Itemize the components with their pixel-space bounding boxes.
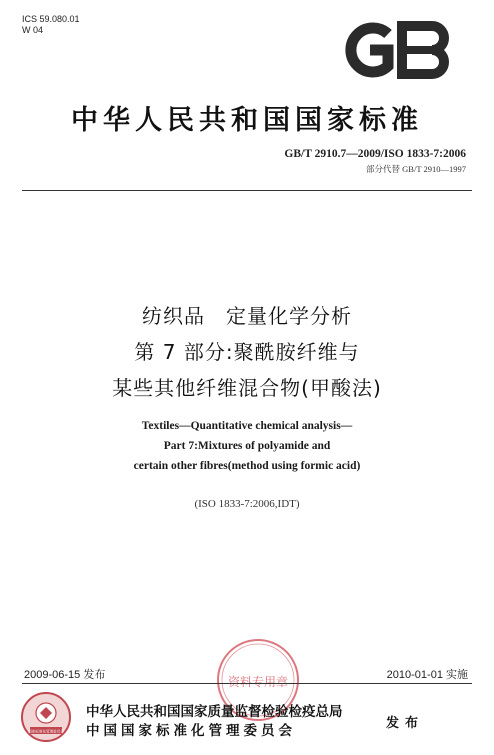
- standard-title: 中华人民共和国国家标准: [71, 105, 423, 136]
- ics-code: ICS 59.080.01: [22, 14, 80, 24]
- cn-title-line2: 第 7 部分:聚酰胺纤维与: [134, 340, 360, 364]
- classification-codes: [22, 14, 80, 36]
- bottom-divider: [22, 683, 472, 684]
- cn-title-line1: 纺织品 定量化学分析: [142, 304, 352, 328]
- gb-logo-icon: [340, 20, 458, 80]
- stamp-text: 资料专用章: [227, 675, 289, 689]
- standard-number: GB/T 2910.7—2009/ISO 1833-7:2006: [284, 148, 466, 160]
- en-title-line3: certain other fibres(method using formic acid): [133, 460, 361, 472]
- issue-date: 2009-06-15 发布: [24, 669, 106, 681]
- en-title-line2: Part 7:Mixtures of polyamide and: [163, 440, 331, 452]
- issuer-line2: 中国国家标准化管理委员会: [86, 723, 296, 739]
- replaces-note: 部分代替 GB/T 2910—1997: [366, 164, 466, 174]
- cn-title-line3: 某些其他纤维混合物(甲酸法): [112, 376, 382, 400]
- issuer-line1: 中华人民共和国国家质量监督检验检疫总局: [86, 704, 343, 720]
- sac-emblem-icon: [20, 691, 72, 743]
- iso-reference: (ISO 1833-7:2006,IDT): [194, 498, 300, 510]
- emblem-text: 国家标准化管理委员会: [28, 729, 64, 734]
- top-divider: [22, 190, 472, 191]
- implement-date: 2010-01-01 实施: [386, 669, 468, 681]
- en-title-line1: Textiles—Quantitative chemical analysis—: [141, 420, 353, 432]
- ccs-code: W 04: [22, 25, 44, 35]
- publish-label: 发布: [386, 716, 425, 731]
